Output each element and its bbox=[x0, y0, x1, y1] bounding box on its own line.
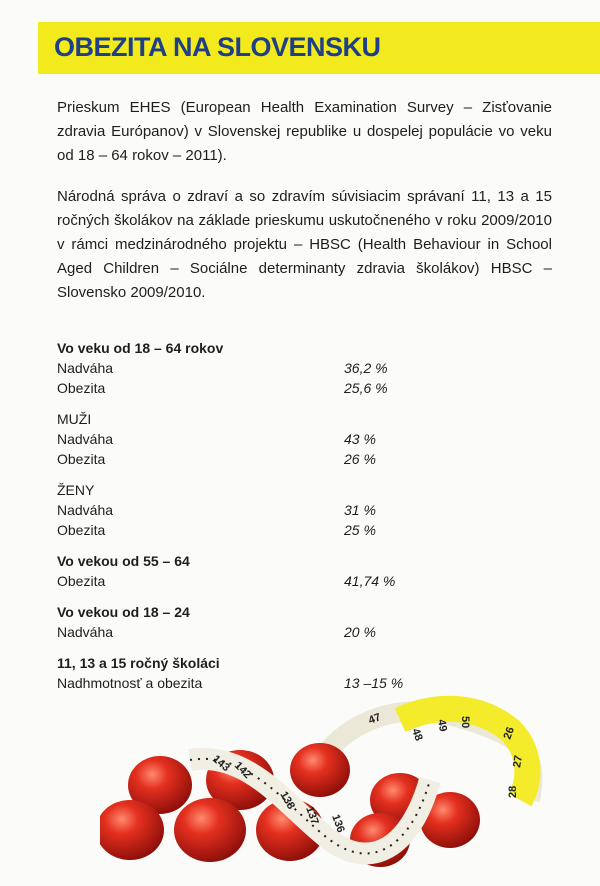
stat-value: 43 % bbox=[344, 431, 376, 447]
intro-paragraph-hbsc: Národná správa o zdraví a so zdravím súvisiacim správaní 11, 13 a 15 ročných školákov na základe prieskumu uskutočneného v roku 2009/2010 v rámci medzinárodného projektu – HBSC (Health Behaviour in School Aged Children – Sociálne determinanty zdravia školákov) HBSC – Slovensko 2009/2010. bbox=[57, 188, 552, 301]
tomato-icon bbox=[290, 743, 350, 797]
stat-value: 25 % bbox=[344, 522, 376, 538]
stat-label: Nadváha bbox=[57, 624, 114, 640]
stat-group-heading: Vo veku od 18 – 64 rokov bbox=[57, 340, 224, 356]
stat-label: Obezita bbox=[57, 573, 106, 589]
stat-label: Obezita bbox=[57, 451, 106, 467]
stat-label: Obezita bbox=[57, 380, 106, 396]
stat-group-18-64 bbox=[57, 338, 457, 398]
stat-row bbox=[57, 378, 457, 398]
stat-value: 20 % bbox=[344, 624, 376, 640]
tape-number: 143 bbox=[210, 753, 232, 775]
stat-label: Nadhmotnosť a obezita bbox=[57, 675, 203, 691]
stat-row bbox=[57, 571, 457, 591]
tape-number: 138 bbox=[277, 789, 297, 812]
stat-row bbox=[57, 500, 457, 520]
stat-value: 25,6 % bbox=[344, 380, 388, 396]
tape-number: 28 bbox=[507, 785, 519, 798]
stat-group-heading: Vo vekou od 55 – 64 bbox=[57, 553, 190, 569]
stat-label: Nadváha bbox=[57, 360, 114, 376]
stat-group-heading: 11, 13 a 15 ročný školáci bbox=[57, 655, 220, 671]
tape-number: 137 bbox=[303, 804, 321, 827]
stat-value: 36,2 % bbox=[344, 360, 388, 376]
tape-number: 48 bbox=[409, 726, 425, 743]
stat-group-heading: MUŽI bbox=[57, 411, 92, 427]
stat-row bbox=[57, 520, 457, 540]
stat-value: 13 –15 % bbox=[344, 675, 404, 691]
stat-group-women bbox=[57, 480, 457, 540]
stat-group-heading: ŽENY bbox=[57, 482, 95, 498]
page-title: OBEZITA NA SLOVENSKU bbox=[54, 32, 381, 62]
tomato-icon bbox=[174, 798, 246, 862]
tape-number: 142 bbox=[231, 759, 254, 782]
stat-value: 26 % bbox=[344, 451, 376, 467]
stat-group-heading: Vo vekou od 18 – 24 bbox=[57, 604, 190, 620]
stat-row bbox=[57, 429, 457, 449]
tape-number: 136 bbox=[329, 812, 347, 835]
stat-row bbox=[57, 622, 457, 642]
intro-paragraph-ehes: Prieskum EHES (European Health Examination Survey – Zisťovanie zdravia Európanov) v Slovenskej republike u dospelej populácie vo veku od 18 – 64 rokov – 2011). bbox=[57, 99, 552, 164]
statistics-list bbox=[57, 338, 457, 704]
tape-number: 47 bbox=[366, 711, 383, 727]
stat-group-18-24 bbox=[57, 602, 457, 642]
tape-number: 50 bbox=[459, 716, 471, 729]
stat-group-men bbox=[57, 409, 457, 469]
tape-number: 27 bbox=[511, 754, 526, 769]
tape-number: 49 bbox=[435, 718, 449, 733]
stat-group-55-64 bbox=[57, 551, 457, 591]
stat-row bbox=[57, 358, 457, 378]
stat-value: 41,74 % bbox=[344, 573, 396, 589]
stat-label: Nadváha bbox=[57, 431, 114, 447]
stat-label: Obezita bbox=[57, 522, 106, 538]
tape-number: 26 bbox=[501, 725, 518, 742]
stat-row bbox=[57, 449, 457, 469]
stat-label: Nadváha bbox=[57, 502, 114, 518]
title-banner bbox=[38, 22, 600, 74]
tomatoes-measuring-tape-illustration bbox=[100, 690, 600, 886]
stat-group-schoolchildren bbox=[57, 653, 457, 693]
stat-value: 31 % bbox=[344, 502, 376, 518]
